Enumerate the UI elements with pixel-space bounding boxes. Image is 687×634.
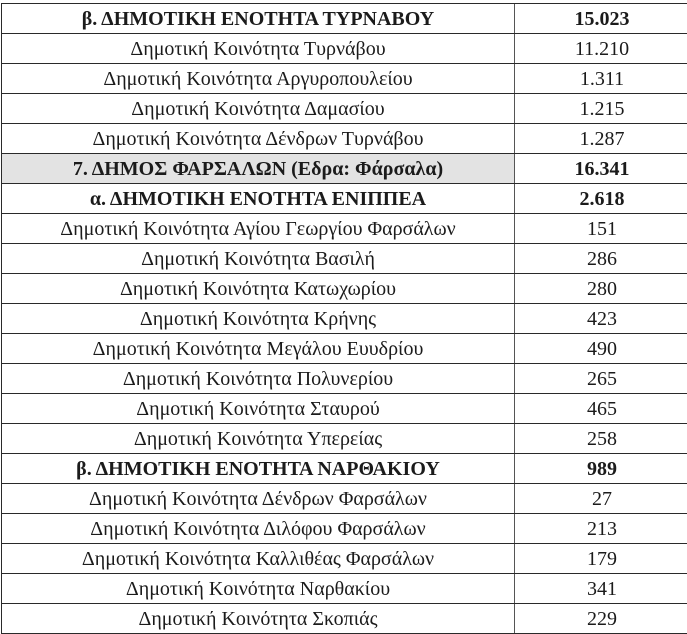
- population-value-cell: 151: [587, 217, 617, 240]
- area-name-cell: Δημοτική Κοινότητα Αγίου Γεωργίου Φαρσάλων: [2, 214, 515, 243]
- population-value-cell: 280: [587, 277, 617, 300]
- community-row: [2, 214, 687, 244]
- community-row: [2, 394, 687, 424]
- population-table: [1, 3, 687, 634]
- population-value-cell: 1.215: [579, 97, 625, 120]
- area-name-cell: 7. ΔΗΜΟΣ ΦΑΡΣΑΛΩΝ (Εδρα: Φάρσαλα): [2, 154, 515, 183]
- population-value-cell: 11.210: [574, 37, 630, 60]
- population-value-cell: 989: [587, 457, 617, 480]
- population-value-cell: 179: [587, 547, 617, 570]
- municipal-unit-row: [2, 454, 687, 484]
- area-name-cell: Δημοτική Κοινότητα Τυρνάβου: [2, 34, 515, 63]
- community-row: [2, 484, 687, 514]
- area-name-cell: Δημοτική Κοινότητα Βασιλή: [2, 244, 515, 273]
- population-value-cell: 265: [587, 367, 617, 390]
- area-name-cell: Δημοτική Κοινότητα Δαμασίου: [2, 94, 515, 123]
- population-value-cell: 286: [587, 247, 617, 270]
- area-name-cell: β. ΔΗΜΟΤΙΚΗ ΕΝΟΤΗΤΑ ΝΑΡΘΑΚΙΟΥ: [2, 454, 515, 483]
- municipal-unit-row: [2, 4, 687, 34]
- population-value-cell: 2.618: [579, 187, 625, 210]
- community-row: [2, 574, 687, 604]
- community-row: [2, 124, 687, 154]
- area-name-cell: α. ΔΗΜΟΤΙΚΗ ΕΝΟΤΗΤΑ ΕΝΙΠΠΕΑ: [2, 184, 515, 213]
- area-name-cell: Δημοτική Κοινότητα Κρήνης: [2, 304, 515, 333]
- population-value-cell: 229: [587, 607, 617, 630]
- community-row: [2, 514, 687, 544]
- area-name-cell: Δημοτική Κοινότητα Δένδρων Τυρνάβου: [2, 124, 515, 153]
- area-name-cell: Δημοτική Κοινότητα Αργυροπουλείου: [2, 64, 515, 93]
- community-row: [2, 34, 687, 64]
- area-name-cell: Δημοτική Κοινότητα Μεγάλου Ευυδρίου: [2, 334, 515, 363]
- area-name-cell: Δημοτική Κοινότητα Κατωχωρίου: [2, 274, 515, 303]
- population-value-cell: 15.023: [574, 7, 630, 30]
- area-name-cell: Δημοτική Κοινότητα Ναρθακίου: [2, 574, 515, 603]
- community-row: [2, 364, 687, 394]
- area-name-cell: Δημοτική Κοινότητα Δένδρων Φαρσάλων: [2, 484, 515, 513]
- community-row: [2, 244, 687, 274]
- population-value-cell: 465: [587, 397, 617, 420]
- population-value-cell: 1.311: [579, 67, 625, 90]
- population-value-cell: 27: [592, 487, 612, 510]
- population-value-cell: 341: [587, 577, 617, 600]
- municipal-unit-row: [2, 184, 687, 214]
- municipality-row: [2, 154, 687, 184]
- community-row: [2, 304, 687, 334]
- community-row: [2, 544, 687, 574]
- community-row: [2, 274, 687, 304]
- population-value-cell: 16.341: [574, 157, 630, 180]
- area-name-cell: Δημοτική Κοινότητα Σταυρού: [2, 394, 515, 423]
- population-value-cell: 213: [587, 517, 617, 540]
- community-row: [2, 334, 687, 364]
- area-name-cell: Δημοτική Κοινότητα Υπερείας: [2, 424, 515, 453]
- community-row: [2, 604, 687, 634]
- area-name-cell: Δημοτική Κοινότητα Καλλιθέας Φαρσάλων: [2, 544, 515, 573]
- population-value-cell: 258: [587, 427, 617, 450]
- population-value-cell: 1.287: [579, 127, 625, 150]
- population-value-cell: 423: [587, 307, 617, 330]
- community-row: [2, 94, 687, 124]
- population-value-cell: 490: [587, 337, 617, 360]
- community-row: [2, 64, 687, 94]
- community-row: [2, 424, 687, 454]
- area-name-cell: Δημοτική Κοινότητα Σκοπιάς: [2, 604, 515, 633]
- area-name-cell: Δημοτική Κοινότητα Πολυνερίου: [2, 364, 515, 393]
- area-name-cell: Δημοτική Κοινότητα Διλόφου Φαρσάλων: [2, 514, 515, 543]
- area-name-cell: β. ΔΗΜΟΤΙΚΗ ΕΝΟΤΗΤΑ ΤΥΡΝΑΒΟΥ: [2, 4, 515, 33]
